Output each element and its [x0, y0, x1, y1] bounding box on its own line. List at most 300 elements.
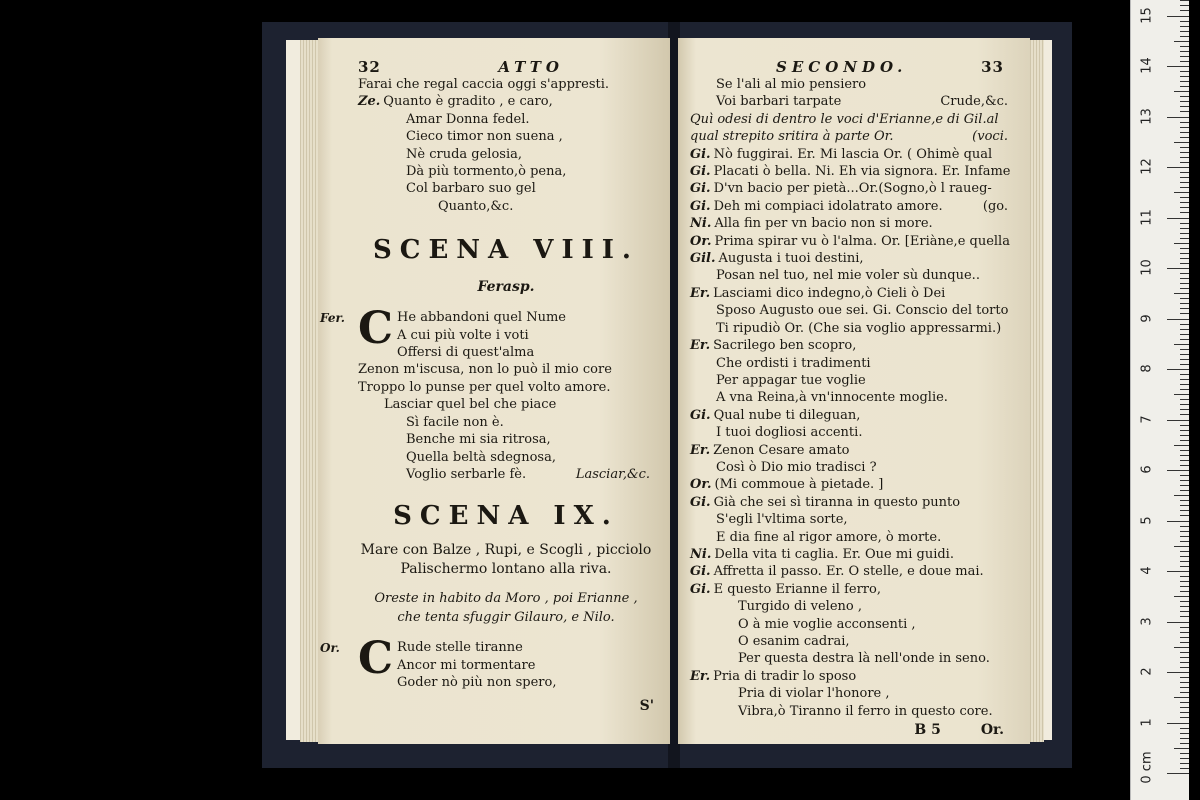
text-line	[690, 407, 1004, 424]
ruler-tick	[1180, 147, 1189, 148]
text-line	[358, 414, 654, 431]
ruler-tick	[1167, 672, 1189, 673]
ruler-tick	[1180, 278, 1189, 279]
ruler-cm-label: 11	[1139, 208, 1155, 226]
ruler-tick	[1180, 662, 1189, 663]
ruler-tick	[1180, 132, 1189, 133]
speaker-label: Or.	[690, 233, 712, 249]
text-line	[690, 459, 1004, 476]
ruler-tick	[1180, 586, 1189, 587]
ruler-tick	[1180, 632, 1189, 633]
ruler-tick	[1180, 313, 1189, 314]
right-running-title: SECONDO.	[776, 58, 908, 76]
ruler-tick	[1174, 445, 1189, 446]
ruler-tick	[1174, 697, 1189, 698]
ruler-tick	[1174, 41, 1189, 42]
ruler-tick	[1174, 647, 1189, 648]
text-line	[358, 379, 654, 396]
line-text: Qual nube ti dileguan,	[713, 407, 861, 423]
line-text: Se l'ali al mio pensiero	[716, 77, 867, 92]
text-line	[690, 581, 1004, 598]
ruler-tick	[1180, 601, 1189, 602]
ruler-tick	[1180, 465, 1189, 466]
ruler-tick	[1180, 677, 1189, 678]
ruler-tick	[1180, 202, 1189, 203]
text-line	[690, 529, 1004, 546]
left-running-title: ATTO	[498, 58, 564, 76]
ruler-tick	[1174, 293, 1189, 294]
ruler-tick	[1180, 475, 1189, 476]
speaker-label: Gil.	[690, 251, 716, 267]
ruler-tick	[1180, 556, 1189, 557]
text-line	[690, 563, 1004, 580]
line-text: Sposo Augusto oue sei. Gi. Conscio del torto	[716, 303, 1009, 319]
text-line	[690, 546, 1004, 563]
line-text: Così ò Dio mio tradisci ?	[716, 459, 877, 475]
ruler-tick	[1174, 192, 1189, 193]
text-line	[690, 128, 1008, 145]
ruler-tick	[1180, 212, 1189, 213]
ruler-tick	[1180, 122, 1189, 123]
speaker-label: Ni.	[690, 546, 712, 562]
ruler-tick	[1180, 460, 1189, 461]
ruler-tick	[1167, 369, 1189, 370]
line-right-text: (voci.	[972, 129, 1008, 145]
ruler-tick	[1180, 238, 1189, 239]
ruler-tick	[1180, 127, 1189, 128]
line-text: Nò fuggirai. Er. Mi lascia Or. ( Ohimè qual	[713, 146, 993, 162]
text-line	[690, 111, 1004, 128]
scene-9-speaker: Or.	[320, 641, 340, 656]
left-paper-fold	[286, 40, 300, 740]
ruler-tick	[1180, 379, 1189, 380]
ruler-tick	[1174, 394, 1189, 395]
ruler-tick	[1180, 339, 1189, 340]
line-text: I tuoi dogliosi accenti.	[716, 425, 863, 441]
text-line	[690, 424, 1004, 441]
scene-9-dropcap: C	[358, 633, 394, 685]
ruler-tick	[1180, 36, 1189, 37]
ruler-tick	[1180, 500, 1189, 501]
ruler-tick	[1180, 606, 1189, 607]
line-text: S'egli l'vltima sorte,	[716, 512, 848, 528]
ruler-tick	[1180, 510, 1189, 511]
ruler-cm-label: 7	[1139, 414, 1155, 424]
ruler-tick	[1180, 308, 1189, 309]
line-text: O esanim cadrai,	[738, 634, 850, 649]
speaker-label: Gi.	[690, 164, 711, 180]
ruler-tick	[1180, 561, 1189, 562]
text-line	[690, 233, 1010, 250]
text-line	[358, 327, 654, 344]
ruler-tick	[1180, 435, 1189, 436]
ruler-tick	[1174, 596, 1189, 597]
line-text: Pria di violar l'honore ,	[738, 686, 890, 702]
ruler-tick	[1174, 495, 1189, 496]
line-text: Col barbaro suo gel	[406, 181, 536, 197]
text-line	[690, 442, 1004, 459]
text-line	[358, 361, 654, 378]
ruler-tick	[1167, 66, 1189, 67]
ruler-tick	[1180, 551, 1189, 552]
ruler-tick	[1174, 243, 1189, 244]
text-line	[690, 285, 1004, 302]
ruler-tick	[1180, 414, 1189, 415]
ruler-tick	[1167, 470, 1189, 471]
measurement-ruler	[1130, 0, 1189, 800]
text-line	[690, 355, 1004, 372]
line-text: Zenon m'iscusa, non lo può il mio core	[358, 362, 612, 378]
ruler-tick	[1180, 111, 1189, 112]
ruler-tick	[1180, 743, 1189, 744]
speaker-label: Gi.	[690, 181, 711, 197]
line-text: Quanto,&c.	[438, 198, 514, 214]
text-line	[690, 180, 1004, 197]
ruler-tick	[1180, 76, 1189, 77]
ruler-tick	[1174, 748, 1189, 749]
line-text: Offersi di quest'alma	[397, 345, 535, 361]
ruler-tick	[1180, 81, 1189, 82]
ruler-cm-label: 3	[1139, 616, 1155, 626]
ruler-tick	[1180, 197, 1189, 198]
ruler-tick	[1180, 425, 1189, 426]
text-line	[358, 146, 654, 163]
scene-8-character: Ferasp.	[477, 279, 535, 296]
line-text: Quella beltà sdegnosa,	[406, 449, 556, 465]
line-text: O à mie voglie acconsenti ,	[738, 616, 916, 632]
line-text: D'vn bacio per pietà...Or.(Sogno,ò l raueg-	[713, 181, 992, 197]
ruler-tick	[1180, 334, 1189, 335]
text-line	[690, 267, 1004, 284]
line-text: Deh mi compiaci idolatrato amore.	[713, 198, 943, 214]
ruler-tick	[1180, 86, 1189, 87]
ruler-tick	[1180, 738, 1189, 739]
text-line	[690, 668, 1004, 685]
ruler-tick	[1180, 455, 1189, 456]
speaker-label: Ze.	[358, 94, 381, 110]
ruler-tick	[1180, 566, 1189, 567]
text-line	[690, 250, 1004, 267]
ruler-tick	[1180, 10, 1189, 11]
ruler-tick	[1180, 263, 1189, 264]
right-footer	[690, 722, 1004, 738]
ruler-tick	[1180, 581, 1189, 582]
text-line	[690, 163, 1011, 180]
text-line	[690, 337, 1004, 354]
line-text: Turgido di veleno ,	[738, 599, 862, 615]
ruler-tick	[1180, 389, 1189, 390]
ruler-tick	[1180, 526, 1189, 527]
line-text: Per questa destra là nell'onde in seno.	[738, 651, 990, 667]
ruler-tick	[1167, 622, 1189, 623]
left-catchword: S'	[639, 697, 654, 714]
text-line	[690, 76, 1004, 93]
speaker-label: Er.	[690, 668, 711, 684]
ruler-tick	[1180, 531, 1189, 532]
line-text: Della vita ti caglia. Er. Oue mi guidi.	[714, 546, 954, 562]
ruler-tick	[1167, 521, 1189, 522]
line-text: Ancor mi tormentare	[397, 657, 536, 673]
ruler-tick	[1180, 692, 1189, 693]
ruler-cm-label: 8	[1139, 364, 1155, 373]
ruler-tick	[1180, 46, 1189, 47]
line-text: Troppo lo punse per quel volto amore.	[358, 379, 611, 395]
speaker-label: Er.	[690, 442, 711, 458]
ruler-tick	[1167, 319, 1189, 320]
ruler-tick	[1180, 157, 1189, 158]
line-text: Rude stelle tiranne	[397, 640, 523, 656]
line-text: Posan nel tuo, nel mie voler sù dunque..	[716, 268, 980, 284]
text-line	[690, 198, 1008, 215]
ruler-tick	[1180, 187, 1189, 188]
text-line	[690, 685, 1004, 702]
ruler-tick	[1180, 712, 1189, 713]
right-running-head	[690, 56, 1004, 76]
scene-8-speaker: Fer.	[320, 311, 345, 326]
ruler-tick	[1180, 106, 1189, 107]
line-text: Per appagar tue voglie	[716, 372, 866, 388]
ruler-tick	[1180, 283, 1189, 284]
line-text: Zenon Cesare amato	[713, 442, 850, 458]
ruler-tick	[1174, 344, 1189, 345]
ruler-tick	[1180, 56, 1189, 57]
ruler-tick	[1180, 31, 1189, 32]
text-line	[358, 344, 654, 361]
line-text: Lasciami dico indegno,ò Cieli ò Dei	[713, 285, 946, 301]
ruler-tick	[1180, 374, 1189, 375]
ruler-tick	[1180, 627, 1189, 628]
ruler-tick	[1180, 763, 1189, 764]
text-line	[690, 616, 1004, 633]
ruler-tick	[1167, 420, 1189, 421]
ruler-tick	[1180, 409, 1189, 410]
signature-mark: B 5	[914, 722, 941, 739]
ruler-cm-label: 1	[1139, 717, 1155, 727]
ruler-tick	[1180, 384, 1189, 385]
ruler-tick	[1180, 440, 1189, 441]
ruler-tick	[1167, 218, 1189, 219]
ruler-tick	[1167, 268, 1189, 269]
ruler-tick	[1180, 349, 1189, 350]
line-text: Alla fin per vn bacio non si more.	[714, 216, 933, 232]
line-text: Prima spirar vu ò l'alma. Or. [Eriàne,e quella	[714, 233, 1010, 249]
text-line	[358, 674, 654, 691]
left-running-head	[358, 56, 654, 76]
ruler-tick	[1180, 324, 1189, 325]
right-catchword: Or.	[980, 722, 1004, 739]
line-text: Sacrilego ben scopro,	[713, 338, 857, 354]
line-text: Placati ò bella. Ni. Eh via signora. Er. Infame	[713, 164, 1011, 180]
line-text: Ti ripudiò Or. (Che sia voglio appressarmi.)	[716, 320, 1002, 336]
line-text: Già che sei sì tiranna in questo punto	[713, 494, 961, 510]
text-line	[690, 633, 1004, 650]
line-text: Pria di tradir lo sposo	[713, 668, 857, 684]
ruler-tick	[1180, 329, 1189, 330]
text-line	[358, 198, 654, 215]
line-text: Farai che regal caccia oggi s'appresti.	[358, 77, 610, 92]
ruler-tick	[1167, 117, 1189, 118]
ruler-tick	[1180, 61, 1189, 62]
speaker-label: Gi.	[690, 581, 711, 597]
ruler-tick	[1180, 228, 1189, 229]
text-line	[690, 650, 1004, 667]
text-line	[690, 511, 1004, 528]
line-text: A cui più volte i voti	[397, 327, 529, 343]
text-line	[358, 396, 654, 413]
line-text: Augusta i tuoi destini,	[718, 251, 864, 267]
line-text: Vibra,ò Tiranno il ferro in questo core.	[738, 703, 993, 719]
line-text: Goder nò più non spero,	[397, 675, 557, 691]
ruler-tick	[1180, 616, 1189, 617]
ruler-tick	[1180, 758, 1189, 759]
ruler-tick	[1180, 490, 1189, 491]
text-line	[690, 703, 1004, 720]
text-line	[358, 93, 654, 110]
scene-9-speech	[320, 633, 654, 691]
ruler-cm-label: 13	[1139, 107, 1155, 125]
line-text: E dia fine al rigor amore, ò morte.	[716, 529, 942, 545]
ruler-tick	[1180, 541, 1189, 542]
line-text: Che ordisti i tradimenti	[716, 355, 871, 371]
scene-8-title: SCENA VIII.	[373, 235, 639, 266]
ruler-tick	[1180, 576, 1189, 577]
scene-8-dropcap: C	[358, 303, 394, 355]
ruler-tick	[1180, 21, 1189, 22]
line-text: Affretta il passo. Er. O stelle, e doue mai.	[713, 564, 984, 580]
ruler-tick	[1180, 702, 1189, 703]
text-line	[358, 128, 654, 145]
ruler-tick	[1180, 248, 1189, 249]
text-line	[690, 93, 1008, 110]
ruler-cm-label: 15	[1139, 6, 1155, 24]
line-right-text: Crude,&c.	[940, 94, 1008, 110]
text-line	[358, 111, 654, 128]
ruler-tick	[1180, 652, 1189, 653]
ruler-tick	[1180, 753, 1189, 754]
speaker-label: Ni.	[690, 216, 712, 232]
scene-9-title: SCENA IX.	[393, 501, 619, 532]
text-line	[690, 215, 1004, 232]
ruler-tick	[1180, 288, 1189, 289]
ruler-tick	[1180, 485, 1189, 486]
ruler-tick	[1180, 182, 1189, 183]
ruler-tick	[1180, 253, 1189, 254]
scene-8-lines	[358, 303, 654, 483]
text-line	[690, 476, 1004, 493]
ruler-tick	[1180, 515, 1189, 516]
speaker-label: Gi.	[690, 198, 711, 214]
ruler-tick	[1180, 303, 1189, 304]
ruler-cm-label: 14	[1139, 57, 1155, 74]
ruler-tick	[1180, 536, 1189, 537]
scene-9-setting-2: Palischermo lontano alla riva.	[400, 561, 612, 578]
text-line	[690, 389, 1004, 406]
ruler-tick	[1180, 728, 1189, 729]
ruler-tick	[1180, 258, 1189, 259]
ruler-tick	[1180, 233, 1189, 234]
ruler-tick	[1180, 177, 1189, 178]
speaker-label: Gi.	[690, 494, 711, 510]
ruler-cm-label: 4	[1139, 566, 1155, 575]
right-page-edges	[1030, 40, 1044, 742]
ruler-tick	[1174, 142, 1189, 143]
text-line	[358, 449, 654, 466]
line-text: Lasciar quel bel che piace	[384, 397, 557, 413]
ruler-tick	[1180, 359, 1189, 360]
scene-9-characters-1: Oreste in habito da Moro , poi Erianne ,	[374, 591, 638, 607]
line-text: Cieco timor non suena ,	[406, 129, 563, 145]
ruler-tick	[1174, 91, 1189, 92]
ruler-tick	[1180, 430, 1189, 431]
ruler-tick	[1167, 723, 1189, 724]
ruler-tick	[1180, 404, 1189, 405]
ruler-tick	[1180, 0, 1189, 1]
ruler-tick	[1180, 71, 1189, 72]
ruler-tick	[1180, 591, 1189, 592]
ruler-tick	[1180, 611, 1189, 612]
ruler-tick	[1180, 687, 1189, 688]
line-right-text: (go.	[982, 198, 1008, 214]
ruler-tick	[1180, 768, 1189, 769]
text-line	[358, 657, 654, 674]
text-line	[690, 372, 1004, 389]
ruler-tick	[1167, 167, 1189, 168]
ruler-tick	[1180, 172, 1189, 173]
ruler-tick	[1180, 273, 1189, 274]
line-text: Voglio serbarle fè.	[406, 466, 527, 482]
right-page-lines	[690, 76, 1011, 720]
text-line	[690, 598, 1004, 615]
ruler-tick	[1167, 571, 1189, 572]
ruler-tick	[1180, 667, 1189, 668]
speaker-label: Gi.	[690, 146, 711, 162]
ruler-tick	[1180, 162, 1189, 163]
ruler-tick	[1180, 26, 1189, 27]
ruler-cm-label: 12	[1139, 158, 1155, 175]
line-text: E questo Erianne il ferro,	[713, 581, 881, 597]
ruler-tick	[1180, 450, 1189, 451]
text-line	[358, 76, 654, 93]
right-page	[678, 38, 1030, 744]
ruler-tick	[1180, 152, 1189, 153]
ruler-tick	[1180, 5, 1189, 6]
line-text: Quì odesi di dentro le voci d'Erianne,e di Gil.al	[690, 111, 999, 127]
ruler-tick	[1180, 717, 1189, 718]
ruler-tick	[1180, 399, 1189, 400]
speaker-label: Er.	[690, 285, 711, 301]
line-text: Quanto è gradito , e caro,	[383, 94, 553, 110]
ruler-cm-label: 9	[1139, 313, 1155, 323]
line-text: Sì facile non è.	[406, 414, 504, 430]
line-text: He abbandoni quel Nume	[397, 310, 566, 326]
text-line	[358, 180, 654, 197]
line-text: A vna Reina,à vn'innocente moglie.	[716, 390, 948, 406]
text-line	[358, 309, 654, 326]
scene-8-speech	[320, 303, 654, 483]
speaker-label: Gi.	[690, 564, 711, 580]
ruler-tick	[1180, 51, 1189, 52]
ruler-cm-label: 10	[1139, 259, 1155, 276]
ruler-tick	[1180, 707, 1189, 708]
scene-9-characters-2: che tenta sfuggir Gilauro, e Nilo.	[397, 610, 615, 626]
scene-9-lines	[358, 633, 654, 691]
speaker-label: Er.	[690, 338, 711, 354]
text-line	[358, 639, 654, 656]
line-text: Dà più tormento,ò pena,	[406, 164, 567, 180]
line-text: Amar Donna fedel.	[406, 111, 530, 127]
ruler-cm-label: 6	[1139, 465, 1155, 474]
text-line	[690, 146, 1004, 163]
